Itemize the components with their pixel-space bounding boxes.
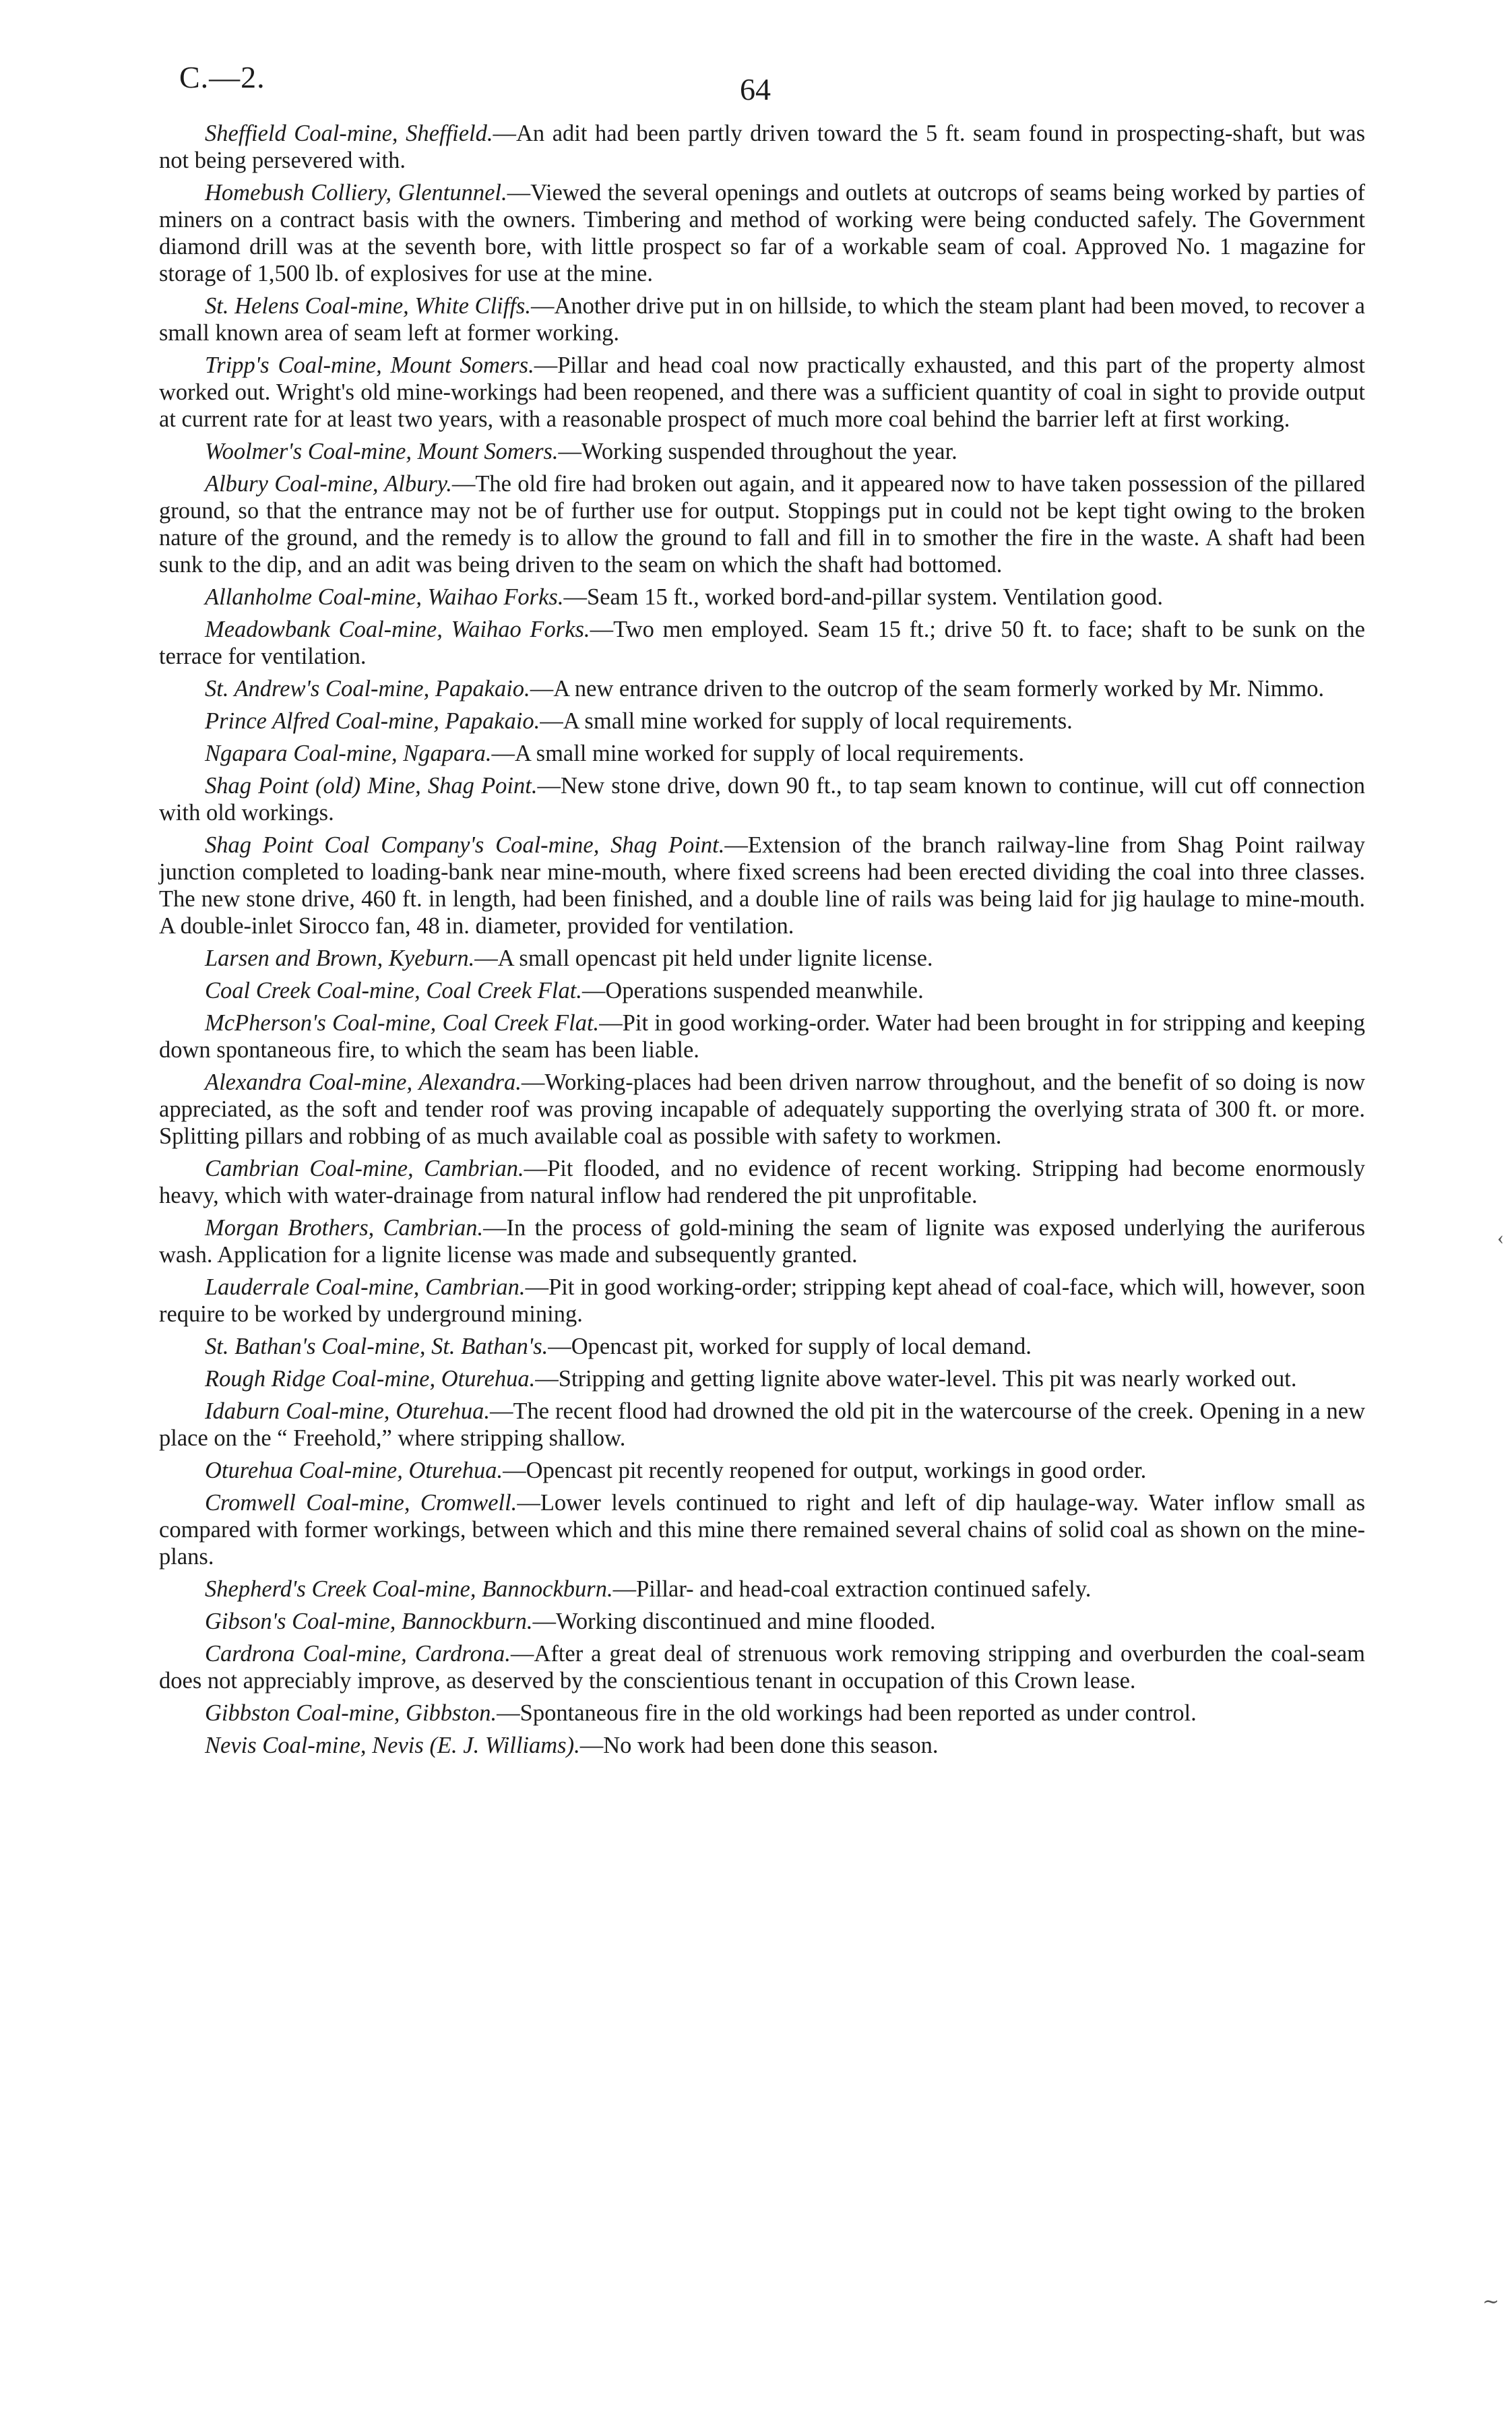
mine-name: Alexandra Coal-mine, Alexandra. [205, 1069, 522, 1095]
mine-entry [159, 352, 1365, 433]
mine-description: —Pit flooded, and no evidence of recent working. Stripping had become enormously heavy, which with water-drainage from natural inflow had rendered the pit unprofitable. [159, 1156, 1365, 1208]
mine-entry [159, 1214, 1365, 1268]
mine-name: Cardrona Coal-mine, Cardrona. [205, 1641, 511, 1667]
mine-description: —No work had been done this season. [579, 1733, 939, 1758]
mine-entry [159, 1333, 1365, 1360]
mine-description: —A small opencast pit held under lignite license. [474, 945, 933, 971]
mine-name: St. Bathan's Coal-mine, St. Bathan's. [205, 1334, 548, 1359]
mine-description: —Pit in good working-order; stripping kept ahead of coal-face, which will, however, soon require to be worked by underground mining. [159, 1274, 1365, 1327]
mine-name: Cambrian Coal-mine, Cambrian. [205, 1156, 524, 1181]
mine-entry [159, 740, 1365, 767]
mine-description: —A small mine worked for supply of local requirements. [540, 708, 1073, 734]
mine-description: —Working-places had been driven narrow throughout, and the benefit of so doing is now appreciated, as the soft and tender roof was proving incapable of adequately supporting the overlying strata of 300 ft. or more. Splitting pillars and robbing of as much available coal as possible with safety to workmen. [159, 1069, 1365, 1149]
mine-description: —Opencast pit recently reopened for output, workings in good order. [503, 1458, 1147, 1483]
mine-description: —A new entrance driven to the outcrop of the seam formerly worked by Mr. Nimmo. [530, 676, 1325, 702]
mine-name: Shag Point (old) Mine, Shag Point. [205, 773, 538, 799]
mine-name: Coal Creek Coal-mine, Coal Creek Flat. [205, 978, 582, 1003]
mine-entry [159, 1700, 1365, 1727]
mine-description: —Viewed the several openings and outlets at outcrops of seams being worked by parties of miners on a contract basis with the owners. Timbering and method of working were being conducted safely. The Government diamond drill was at the seventh bore, with little prospect so far of a workable seam of coal. Approved No. 1 magazine for storage of 1,500 lb. of explosives for use at the mine. [159, 180, 1366, 286]
mine-description: —Lower levels continued to right and left of dip haulage-way. Water inflow small as compared with former workings, between which and this mine there remained several chains of solid coal as shown on the mine-plans. [159, 1490, 1366, 1570]
mine-description: —Operations suspended meanwhile. [581, 978, 924, 1003]
mine-name: Gibson's Coal-mine, Bannockburn. [205, 1609, 533, 1634]
mine-name: Shag Point Coal Company's Coal-mine, Shag Point. [205, 832, 725, 858]
mine-description: —Pillar and head coal now practically exhausted, and this part of the property almost worked out. Wright's old mine-workings had been reopened, and there was a sufficient quantity of coal in sight to provide output at current rate for at least two years, with a reasonable prospect of much more coal behind the barrier left at first working. [159, 352, 1366, 432]
mine-name: St. Andrew's Coal-mine, Papakaio. [205, 676, 530, 702]
mine-name: Gibbston Coal-mine, Gibbston. [205, 1700, 497, 1726]
mine-name: Lauderrale Coal-mine, Cambrian. [205, 1274, 526, 1300]
mine-description: —Working suspended throughout the year. [558, 439, 957, 464]
mine-name: Idaburn Coal-mine, Oturehua. [205, 1398, 490, 1424]
mine-name: Prince Alfred Coal-mine, Papakaio. [205, 708, 540, 734]
mine-entry [159, 1608, 1365, 1635]
mine-description: —Pit in good working-order. Water had been brought in for stripping and keeping down spontaneous fire, to which the seam has been liable. [159, 1010, 1366, 1063]
mine-entry [159, 179, 1365, 287]
mine-entry [159, 977, 1365, 1004]
mine-entry [159, 1457, 1365, 1484]
mine-entry [159, 1010, 1365, 1063]
mine-name: Ngapara Coal-mine, Ngapara. [205, 741, 492, 766]
mine-description: —After a great deal of strenuous work removing stripping and overburden the coal-seam does not appreciably improve, as deserved by the conscientious tenant in occupation of this Crown lease. [159, 1641, 1365, 1694]
mine-entry [159, 832, 1365, 939]
mine-entry [159, 1640, 1365, 1694]
mine-description: —The recent flood had drowned the old pit in the watercourse of the creek. Opening in a new place on the “ Freehold,” where stripping shallow. [159, 1398, 1365, 1451]
page-number: 64 [740, 72, 771, 106]
mine-name: Meadowbank Coal-mine, Waihao Forks. [205, 617, 590, 642]
mine-description: —An adit had been partly driven toward the 5 ft. seam found in prospecting-shaft, but was not being persevered with. [159, 121, 1365, 173]
mine-description: —Another drive put in on hillside, to which the steam plant had been moved, to recover a small known area of seam left at former working. [159, 293, 1365, 346]
mine-entry [159, 1489, 1365, 1570]
mine-entry [159, 945, 1365, 972]
mine-entry [159, 1274, 1365, 1328]
mine-name: Rough Ridge Coal-mine, Oturehua. [205, 1366, 536, 1392]
mine-entry [159, 616, 1365, 670]
mine-entry [159, 1398, 1365, 1452]
mine-description: —Working discontinued and mine flooded. [532, 1609, 936, 1634]
mine-name: Larsen and Brown, Kyeburn. [205, 945, 475, 971]
mine-name: Homebush Colliery, Glentunnel. [205, 180, 507, 206]
mine-name: Tripp's Coal-mine, Mount Somers. [205, 352, 534, 378]
mine-name: Oturehua Coal-mine, Oturehua. [205, 1458, 503, 1483]
mine-description: —Stripping and getting lignite above water-level. This pit was nearly worked out. [535, 1366, 1297, 1392]
scan-mark: ∼ [1482, 2291, 1500, 2313]
mine-entry [159, 675, 1365, 702]
mine-description: —Seam 15 ft., worked bord-and-pillar system. Ventilation good. [563, 584, 1163, 610]
scan-mark: ‹ [1497, 1227, 1504, 1249]
mine-description: —The old fire had broken out again, and it appeared now to have taken possession of the pillared ground, so that the entrance may not be of further use for output. Stoppings put in could not be kept tight owing to the broken nature of the ground, and the remedy is to allow the ground to fall and fill in to smother the fire in the waste. A shaft had been sunk to the dip, and an adit was being driven to the seam on which the shaft had bottomed. [159, 471, 1365, 578]
mine-name: Woolmer's Coal-mine, Mount Somers. [205, 439, 559, 464]
mine-entry [159, 772, 1365, 826]
mine-description: —Spontaneous fire in the old workings had been reported as under control. [497, 1700, 1197, 1726]
mine-entry [159, 1155, 1365, 1209]
mine-entry [159, 1576, 1365, 1603]
mine-name: Morgan Brothers, Cambrian. [205, 1215, 484, 1241]
mine-name: McPherson's Coal-mine, Coal Creek Flat. [205, 1010, 600, 1036]
mine-entry [159, 1732, 1365, 1759]
mine-name: Allanholme Coal-mine, Waihao Forks. [205, 584, 564, 610]
mine-name: Shepherd's Creek Coal-mine, Bannockburn. [205, 1576, 613, 1602]
mine-description: —Pillar- and head-coal extraction continued safely. [612, 1576, 1092, 1602]
mine-entry [159, 292, 1365, 346]
mine-entry [159, 708, 1365, 735]
mine-description: —Opencast pit, worked for supply of local demand. [548, 1334, 1032, 1359]
mine-description: —In the process of gold-mining the seam of lignite was exposed underlying the auriferous wash. Application for a lignite license was made and subsequently granted. [159, 1215, 1366, 1268]
mine-entry [159, 120, 1365, 174]
mine-entry [159, 438, 1365, 465]
document-reference: C.—2. [179, 60, 265, 94]
mine-description: —New stone drive, down 90 ft., to tap seam known to continue, will cut off connection with old workings. [159, 773, 1365, 826]
mine-name: St. Helens Coal-mine, White Cliffs. [205, 293, 531, 319]
mine-description: —Extension of the branch railway-line from Shag Point railway junction completed to loading-bank near mine-mouth, where fixed screens had been erected dividing the coal into three classes. The new stone drive, 460 ft. in length, had been finished, and a double line of rails was being laid for jig haulage to mine-mouth. A double-inlet Sirocco fan, 48 in. diameter, provided for ventilation. [159, 832, 1365, 939]
mine-entry [159, 1069, 1365, 1150]
mine-description: —Two men employed. Seam 15 ft.; drive 50 ft. to face; shaft to be sunk on the terrace for ventilation. [159, 617, 1365, 669]
mine-description: —A small mine worked for supply of local requirements. [491, 741, 1024, 766]
mine-name: Nevis Coal-mine, Nevis (E. J. Williams). [205, 1733, 580, 1758]
mine-entry [159, 470, 1365, 578]
mine-name: Sheffield Coal-mine, Sheffield. [205, 121, 493, 146]
mine-entry [159, 584, 1365, 611]
report-body [159, 120, 1365, 1764]
mine-name: Albury Coal-mine, Albury. [205, 471, 452, 497]
mine-name: Cromwell Coal-mine, Cromwell. [205, 1490, 517, 1516]
mine-entry [159, 1365, 1365, 1392]
